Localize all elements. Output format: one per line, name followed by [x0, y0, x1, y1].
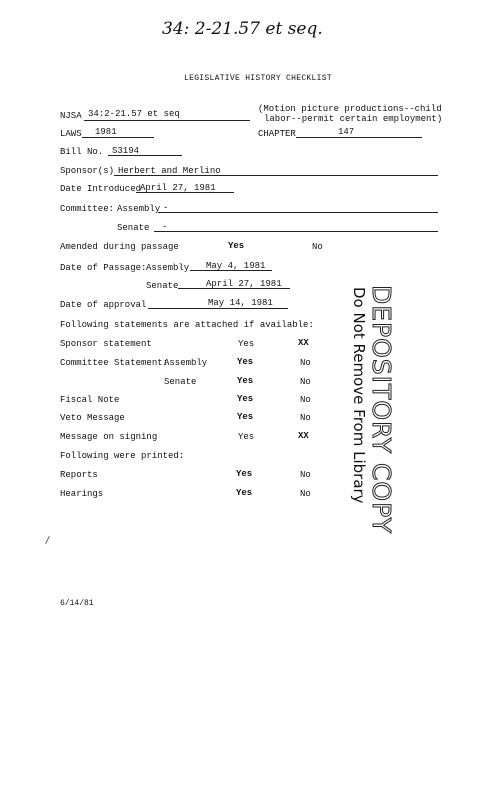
- committee-statement-assembly-yes: Yes: [237, 357, 254, 367]
- stray-mark: /: [46, 536, 50, 546]
- laws-underline: [82, 137, 154, 138]
- amended-yes: Yes: [228, 241, 245, 251]
- bill-label: Bill No.: [60, 147, 104, 157]
- date-introduced-value: April 27, 1981: [140, 183, 216, 193]
- fiscal-note-no: No: [300, 395, 311, 405]
- passage-assembly-underline: [190, 270, 272, 271]
- committee-senate-value: -: [162, 222, 168, 232]
- njsa-value: 34:2-21.57 et seq: [88, 109, 180, 119]
- approval-underline: [148, 308, 288, 309]
- sponsor-statement-no: XX: [298, 338, 309, 348]
- amended-no: No: [312, 242, 323, 252]
- fiscal-note-label: Fiscal Note: [60, 395, 120, 405]
- committee-label: Committee:: [60, 204, 115, 214]
- description-line-1: (Motion picture productions--child: [258, 104, 442, 114]
- printed-header: Following were printed:: [60, 451, 185, 461]
- committee-statement-senate-yes: Yes: [237, 376, 254, 386]
- sponsors-underline: [114, 175, 438, 176]
- laws-label: LAWS: [60, 129, 82, 139]
- reports-no: No: [300, 470, 311, 480]
- fiscal-note-yes: Yes: [237, 394, 254, 404]
- veto-message-no: No: [300, 413, 311, 423]
- passage-assembly-value: May 4, 1981: [206, 261, 266, 271]
- committee-statement-label: Committee Statement:: [60, 358, 169, 368]
- passage-label: Date of Passage:: [60, 263, 147, 273]
- committee-senate-label: Senate: [117, 223, 150, 233]
- amended-label: Amended during passage: [60, 242, 179, 252]
- stamp-line-1: DEPOSITORY COPY: [367, 285, 396, 534]
- veto-message-yes: Yes: [237, 412, 254, 422]
- veto-message-label: Veto Message: [60, 413, 125, 423]
- approval-label: Date of approval: [60, 300, 147, 310]
- laws-value: 1981: [95, 127, 117, 137]
- committee-senate-underline: [154, 231, 438, 232]
- chapter-label: CHAPTER: [258, 129, 296, 139]
- passage-senate-label: Senate: [146, 281, 179, 291]
- reports-yes: Yes: [236, 469, 253, 479]
- chapter-value: 147: [338, 127, 355, 137]
- committee-assembly-label: Assembly: [117, 204, 161, 214]
- passage-assembly-label: Assembly: [146, 263, 190, 273]
- hearings-yes: Yes: [236, 488, 253, 498]
- passage-senate-underline: [178, 288, 290, 289]
- passage-senate-value: April 27, 1981: [206, 279, 282, 289]
- committee-statement-assembly-no: No: [300, 358, 311, 368]
- message-signing-label: Message on signing: [60, 432, 158, 442]
- hearings-no: No: [300, 489, 311, 499]
- njsa-underline: [84, 120, 250, 121]
- attached-header: Following statements are attached if available:: [60, 320, 314, 330]
- page-title: LEGISLATIVE HISTORY CHECKLIST: [184, 74, 332, 83]
- footer-code: 6/14/81: [60, 599, 94, 608]
- chapter-underline: [296, 137, 422, 138]
- message-signing-no: XX: [298, 431, 309, 441]
- date-introduced-label: Date Introduced: [60, 184, 142, 194]
- committee-assembly-underline: [158, 212, 438, 213]
- stamp-line-2: Do Not Remove From Library: [350, 287, 368, 504]
- approval-value: May 14, 1981: [208, 298, 273, 308]
- bill-underline: [108, 155, 182, 156]
- depository-stamp: [342, 285, 398, 534]
- hearings-label: Hearings: [60, 489, 104, 499]
- committee-statement-senate-label: Senate: [164, 377, 197, 387]
- bill-value: S3194: [112, 146, 140, 156]
- reports-label: Reports: [60, 470, 98, 480]
- handwritten-citation: 34: 2-21.57 et seq.: [162, 19, 323, 39]
- date-introduced-underline: [136, 192, 234, 193]
- sponsor-statement-label: Sponsor statement: [60, 339, 152, 349]
- message-signing-yes: Yes: [238, 432, 255, 442]
- committee-statement-assembly-label: Assembly: [164, 358, 208, 368]
- committee-statement-senate-no: No: [300, 377, 311, 387]
- description-line-2: labor--permit certain employment): [264, 114, 443, 124]
- sponsors-value: Herbert and Merlino: [118, 166, 221, 176]
- njsa-label: NJSA: [60, 111, 82, 121]
- committee-assembly-value: -: [163, 203, 169, 213]
- sponsor-statement-yes: Yes: [238, 339, 255, 349]
- sponsors-label: Sponsor(s): [60, 166, 115, 176]
